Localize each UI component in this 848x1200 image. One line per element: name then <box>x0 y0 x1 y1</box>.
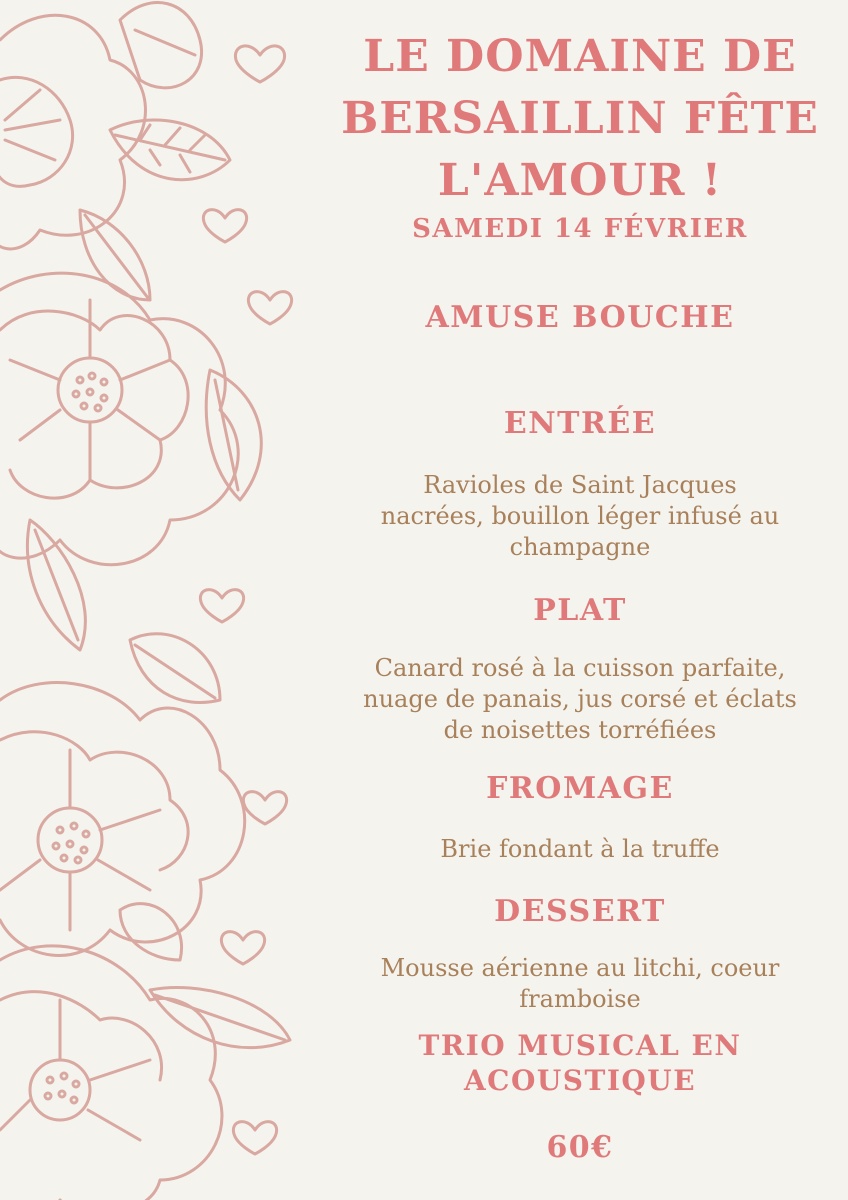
music-announcement <box>320 1028 840 1098</box>
amuse-bouche-heading: AMUSE BOUCHE <box>425 300 735 335</box>
fromage-description <box>320 834 840 865</box>
title-line: BERSAILLIN FÊTE <box>341 93 819 144</box>
entree-line: Ravioles de Saint Jacques <box>423 471 737 499</box>
entree-line: nacrées, bouillon léger infusé au <box>380 502 780 530</box>
plat-line: Canard rosé à la cuisson parfaite, <box>374 654 786 682</box>
floral-illustration <box>0 0 300 1200</box>
flower-bottom <box>0 904 290 1200</box>
fromage-heading: FROMAGE <box>486 771 674 806</box>
entree-line: champagne <box>509 533 651 561</box>
event-title <box>320 26 840 212</box>
heart-icons <box>200 46 291 1154</box>
dessert-line: framboise <box>519 985 641 1013</box>
dessert-description <box>320 953 840 1015</box>
price: 60€ <box>546 1130 614 1165</box>
dessert-line: Mousse aérienne au litchi, coeur <box>380 954 780 982</box>
plat-heading: PLAT <box>533 593 627 628</box>
title-line: LE DOMAINE DE <box>363 31 797 82</box>
menu-content <box>320 0 840 1200</box>
flower-top <box>0 3 202 249</box>
dessert-heading: DESSERT <box>494 894 666 929</box>
flower-middle <box>0 273 261 650</box>
plat-line: de noisettes torréfiées <box>443 716 717 744</box>
event-date: SAMEDI 14 FÉVRIER <box>412 214 748 244</box>
plat-description <box>320 653 840 746</box>
entree-description <box>320 470 840 563</box>
plat-line: nuage de panais, jus corsé et éclats <box>363 685 797 713</box>
music-line: TRIO MUSICAL EN <box>418 1029 742 1062</box>
music-line: ACOUSTIQUE <box>463 1064 697 1097</box>
fromage-line: Brie fondant à la truffe <box>440 835 720 863</box>
title-line: L'AMOUR ! <box>437 155 723 206</box>
entree-heading: ENTRÉE <box>503 406 657 441</box>
